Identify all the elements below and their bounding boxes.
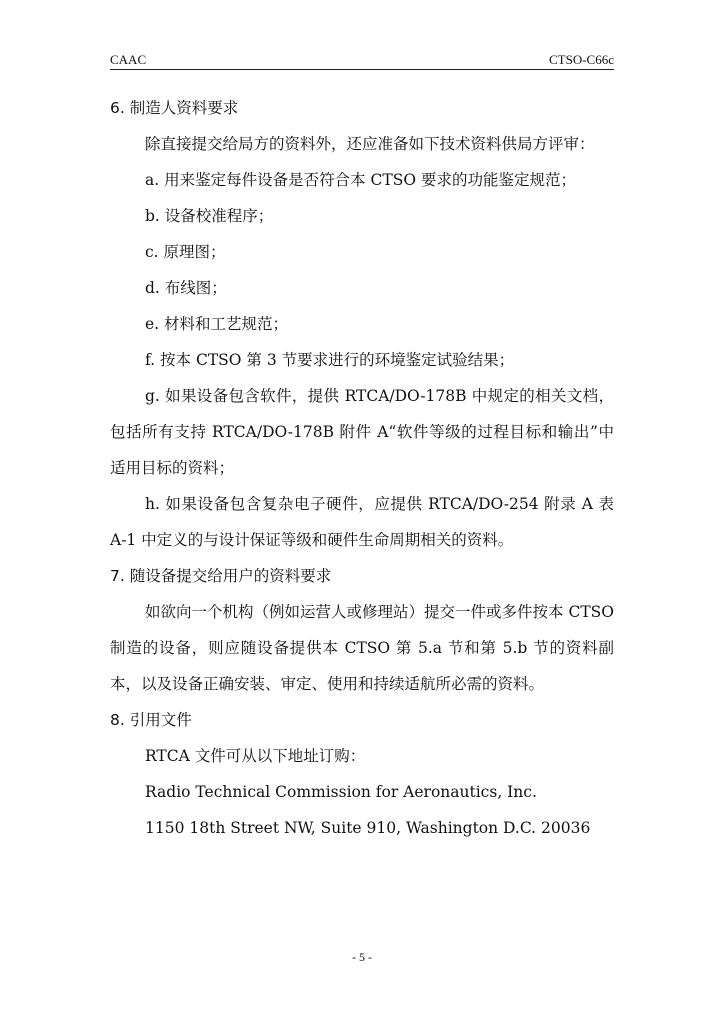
list-item: h. 如果设备包含复杂电子硬件，应提供 RTCA/DO-254 附录 A 表 A-1 中定义的与设计保证等级和硬件生命周期相关的资料。	[110, 495, 614, 549]
list-item: e. 材料和工艺规范；	[145, 315, 289, 333]
reference-line: RTCA 文件可从以下地址订购：	[145, 747, 366, 765]
page-number: - 5 -	[352, 950, 372, 964]
section-8-title: 8. 引用文件	[110, 711, 192, 729]
header-rule	[110, 69, 614, 70]
header-right: CTSO-C66c	[549, 52, 614, 67]
reference-line: Radio Technical Commission for Aeronautics, Inc.	[145, 783, 537, 801]
list-item: b. 设备校准程序；	[145, 207, 274, 225]
list-item: f. 按本 CTSO 第 3 节要求进行的环境鉴定试验结果；	[145, 351, 515, 369]
list-item: d. 布线图；	[145, 279, 227, 297]
reference-line: 1150 18th Street NW, Suite 910, Washington D.C. 20036	[145, 819, 591, 837]
list-item: g. 如果设备包含软件，提供 RTCA/DO-178B 中规定的相关文档，包括所有支持 RTCA/DO-178B 附件 A“软件等级的过程目标和输出”中适用目标的资料；	[110, 387, 614, 477]
section-7-title: 7. 随设备提交给用户的资料要求	[110, 567, 332, 585]
document-body	[110, 90, 614, 846]
header-left: CAAC	[110, 52, 147, 67]
section-6-title: 6. 制造人资料要求	[110, 99, 239, 117]
list-item: a. 用来鉴定每件设备是否符合本 CTSO 要求的功能鉴定规范；	[145, 171, 576, 189]
section-7-text: 如欲向一个机构（例如运营人或修理站）提交一件或多件按本 CTSO 制造的设备，则应随设备提供本 CTSO 第 5.a 节和第 5.b 节的资料副本，以及设备正确安装、审定、使用和持续适航所必需的资料。	[110, 603, 614, 693]
section-6-intro: 除直接提交给局方的资料外，还应准备如下技术资料供局方评审：	[145, 135, 595, 153]
list-item: c. 原理图；	[145, 243, 226, 261]
